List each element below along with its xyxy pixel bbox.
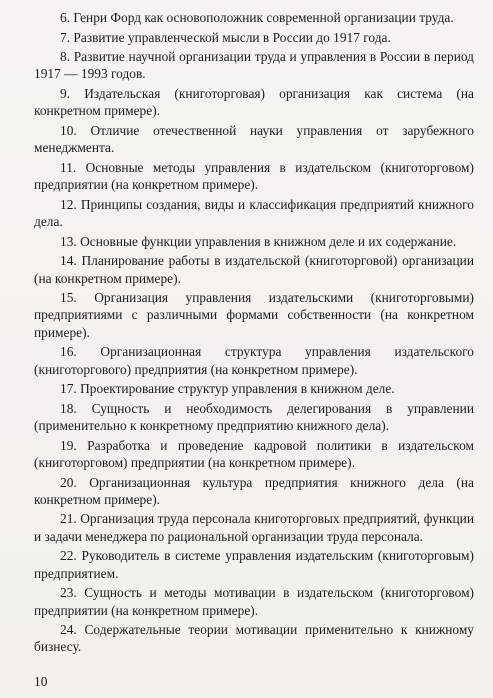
topic-item: 7. Развитие управленческой мысли в России до 1917 года. xyxy=(60,29,391,45)
topic-item: 8. Развитие научной организации труда и управления в России в период 1917 — 1993 годов. xyxy=(34,49,474,82)
topic-item: 6. Генри Форд как основоположник современной организации труда. xyxy=(60,10,454,25)
topic-item: 17. Проектирование структур управления в книжном деле. xyxy=(60,381,395,397)
topic-item: 19. Разработка и проведение кадровой политики в издательском (книготорговом) предприятии (на конкретном примере). xyxy=(34,437,474,470)
topic-item: 22. Руководитель в системе управления издательским (книготорговым) предприятием. xyxy=(34,548,474,581)
topic-item: 14. Планирование работы в издательской (книготорговой) организации (на конкретном примере). xyxy=(34,253,474,286)
topic-item: 15. Организация управления издательскими (книготорговыми) предприятиями с различными формами собственности (на конкретном примере). xyxy=(34,290,474,340)
exam-topic-list xyxy=(34,9,474,658)
topic-item: 10. Отличие отечественной науки управления от зарубежного менеджмента. xyxy=(34,122,474,156)
topic-item: 13. Основные функции управления в книжном деле и их содержание. xyxy=(60,233,457,249)
topic-item: 12. Принципы создания, виды и классификация предприятий книжного дела. xyxy=(34,196,474,230)
topic-item: 24. Содержательные теории мотивации применительно к книжному бизнесу. xyxy=(34,622,474,655)
topic-item: 21. Организация труда персонала книготорговых предприятий, функции и задачи менеджера по рациональной организации труда персонала. xyxy=(34,511,474,544)
topic-item: 20. Организационная культура предприятия книжного дела (на конкретном примере). xyxy=(34,474,474,507)
topic-item: 18. Сущность и необходимость делегирования в управлении (применительно к конкретному предприятию книжного дела). xyxy=(34,400,474,434)
topic-item: 11. Основные методы управления в издательском (книготорговом) предприятии (на конкретном примере). xyxy=(34,159,474,193)
topic-item: 23. Сущность и методы мотивации в издательском (книготорговом) предприятии (на конкретном примере). xyxy=(34,585,474,618)
topic-item: 9. Издательская (книготорговая) организация как система (на конкретном примере). xyxy=(34,86,474,119)
page-number: 10 xyxy=(34,674,48,689)
topic-item: 16. Организационная структура управления издательского (книготоргового) предприятия (на конкретном примере). xyxy=(34,344,474,377)
